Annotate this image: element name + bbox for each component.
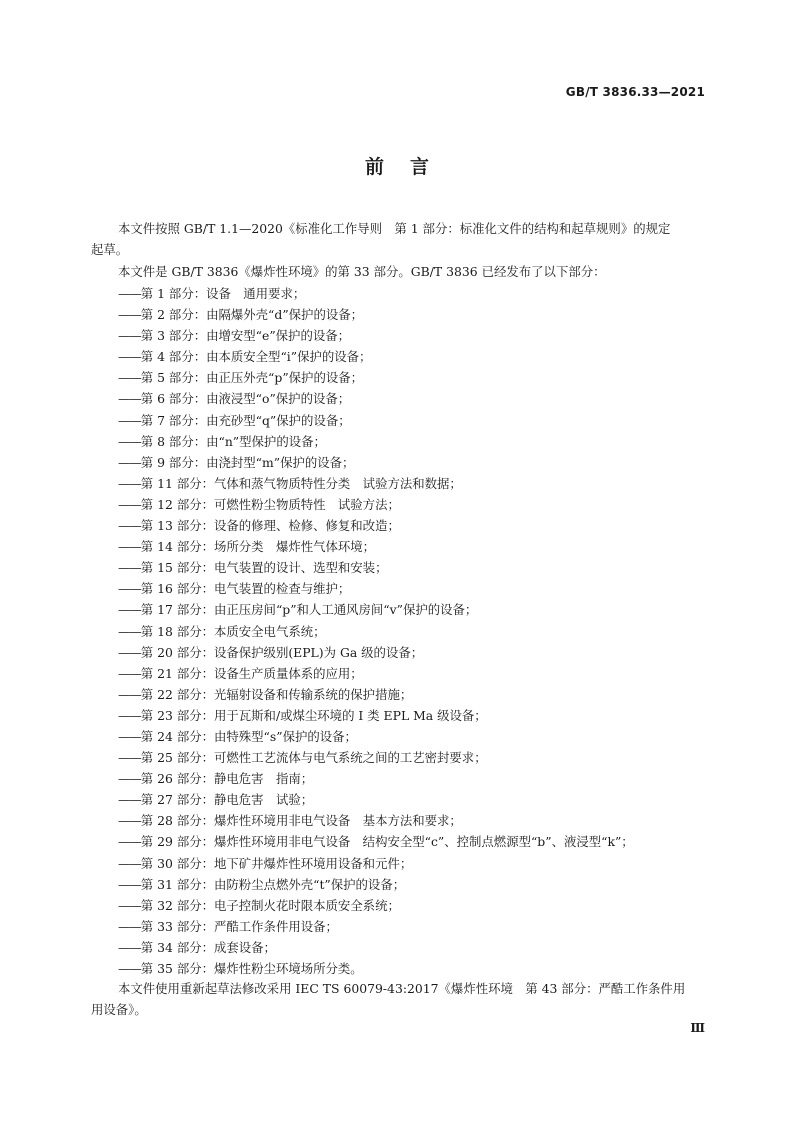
list-item bbox=[118, 578, 634, 599]
list-dash: —— bbox=[118, 855, 141, 871]
list-item-text: 第 30 部分：地下矿井爆炸性环境用设备和元件； bbox=[140, 855, 413, 871]
list-dash: —— bbox=[118, 665, 141, 681]
list-item bbox=[118, 621, 634, 642]
list-item bbox=[118, 958, 634, 979]
list-item bbox=[118, 642, 634, 663]
list-item-text: 第 8 部分：由“n”型保护的设备； bbox=[140, 433, 326, 449]
list-item-text: 第 1 部分：设备 通用要求； bbox=[140, 286, 306, 301]
list-item bbox=[118, 536, 634, 557]
list-item bbox=[118, 663, 634, 684]
list-item bbox=[118, 325, 634, 346]
list-item bbox=[118, 916, 634, 937]
list-item-text: 第 24 部分：由特殊型“s”保护的设备； bbox=[140, 728, 357, 744]
list-item-text: 第 32 部分：电子控制火花时限本质安全系统； bbox=[140, 897, 400, 913]
list-item bbox=[118, 768, 634, 789]
list-item-text: 第 21 部分：设备生产质量体系的应用； bbox=[140, 665, 363, 681]
intro-paragraph-1 bbox=[91, 218, 708, 260]
list-item bbox=[118, 853, 634, 874]
list-dash: —— bbox=[118, 475, 141, 491]
list-item-text: 第 22 部分：光辐射设备和传输系统的保护措施； bbox=[140, 686, 413, 702]
list-item-text: 第 16 部分：电气装置的检查与维护； bbox=[140, 581, 351, 597]
list-item bbox=[118, 452, 634, 473]
list-item-text: 第 7 部分：由充砂型“q”保护的设备； bbox=[140, 412, 351, 428]
list-item-text: 第 26 部分：静电危害 指南； bbox=[140, 771, 314, 787]
list-dash: —— bbox=[118, 623, 141, 639]
list-dash: —— bbox=[118, 496, 141, 512]
list-item-text: 第 15 部分：电气装置的设计、选型和安装； bbox=[140, 560, 388, 576]
list-item bbox=[118, 810, 634, 831]
list-dash: —— bbox=[118, 644, 141, 660]
list-item bbox=[118, 726, 634, 747]
list-item bbox=[118, 937, 634, 958]
list-item bbox=[118, 895, 634, 916]
list-item-text: 第 18 部分：本质安全电气系统； bbox=[140, 623, 326, 639]
list-item bbox=[118, 599, 634, 620]
list-item-text: 第 4 部分：由本质安全型“i”保护的设备； bbox=[140, 349, 372, 365]
list-dash: —— bbox=[118, 728, 141, 744]
list-item bbox=[118, 304, 634, 325]
standard-code: GB/T 3836.33—2021 bbox=[565, 85, 705, 99]
list-item-text: 第 12 部分：可燃性粉尘物质特性 试验方法； bbox=[140, 496, 400, 512]
list-item bbox=[118, 874, 634, 895]
list-dash: —— bbox=[118, 750, 141, 766]
closing-paragraph-line-2: 用设备》。 bbox=[91, 1002, 147, 1017]
parts-list bbox=[118, 283, 634, 979]
list-dash: —— bbox=[118, 897, 141, 913]
list-item bbox=[118, 515, 634, 536]
list-item-text: 第 17 部分：由正压房间“p”和人工通风房间“v”保护的设备； bbox=[140, 602, 478, 618]
list-item-text: 第 28 部分：爆炸性环境用非电气设备 基本方法和要求； bbox=[140, 813, 462, 829]
intro-paragraph-1-line-1: 本文件按照 GB/T 1.1—2020《标准化工作导则 第 1 部分：标准化文件的结构和起草规则》的规定 bbox=[118, 221, 671, 236]
intro-paragraph-2 bbox=[118, 261, 708, 282]
list-dash: —— bbox=[118, 391, 141, 407]
list-dash: —— bbox=[118, 286, 141, 301]
list-item-text: 第 29 部分：爆炸性环境用非电气设备 结构安全型“c”、控制点燃源型“b”、液浸型“k”； bbox=[140, 834, 634, 850]
list-item bbox=[118, 831, 634, 852]
list-item bbox=[118, 410, 634, 431]
list-dash: —— bbox=[118, 454, 141, 470]
list-item bbox=[118, 747, 634, 768]
closing-paragraph bbox=[91, 978, 708, 1020]
intro-paragraph-1-line-2: 起草。 bbox=[91, 242, 129, 257]
list-item-text: 第 20 部分：设备保护级别(EPL)为 Ga 级的设备； bbox=[140, 644, 424, 660]
list-item-text: 第 2 部分：由隔爆外壳“d”保护的设备； bbox=[140, 307, 364, 323]
list-item bbox=[118, 494, 634, 515]
page-number: Ⅲ bbox=[690, 1021, 705, 1035]
list-item bbox=[118, 473, 634, 494]
list-dash: —— bbox=[118, 433, 141, 449]
list-dash: —— bbox=[118, 686, 141, 702]
list-dash: —— bbox=[118, 412, 141, 428]
list-dash: —— bbox=[118, 876, 141, 892]
list-dash: —— bbox=[118, 813, 141, 829]
list-dash: —— bbox=[118, 792, 141, 808]
list-dash: —— bbox=[118, 370, 141, 386]
list-item bbox=[118, 557, 634, 578]
list-dash: —— bbox=[118, 707, 141, 723]
list-dash: —— bbox=[118, 961, 141, 976]
list-dash: —— bbox=[118, 602, 141, 618]
list-item-text: 第 34 部分：成套设备； bbox=[140, 939, 276, 955]
list-dash: —— bbox=[118, 539, 141, 555]
list-item-text: 第 9 部分：由浇封型“m”保护的设备； bbox=[140, 454, 355, 470]
list-dash: —— bbox=[118, 939, 141, 955]
list-item-text: 第 23 部分：用于瓦斯和/或煤尘环境的 Ⅰ 类 EPL Ma 级设备； bbox=[140, 707, 487, 723]
intro-paragraph-2-line-1: 本文件是 GB/T 3836《爆炸性环境》的第 33 部分。GB/T 3836 已经发布了以下部分： bbox=[118, 264, 606, 279]
list-item bbox=[118, 705, 634, 726]
list-item-text: 第 25 部分：可燃性工艺流体与电气系统之间的工艺密封要求； bbox=[140, 750, 487, 766]
list-dash: —— bbox=[118, 581, 141, 597]
list-dash: —— bbox=[118, 834, 141, 850]
list-dash: —— bbox=[118, 518, 141, 534]
list-dash: —— bbox=[118, 349, 141, 365]
list-item-text: 第 14 部分：场所分类 爆炸性气体环境； bbox=[140, 539, 376, 555]
list-item-text: 第 13 部分：设备的修理、检修、修复和改造； bbox=[140, 518, 400, 534]
list-dash: —— bbox=[118, 918, 141, 934]
list-item-text: 第 6 部分：由液浸型“o”保护的设备； bbox=[140, 391, 351, 407]
list-item-text: 第 33 部分：严酷工作条件用设备； bbox=[140, 918, 338, 934]
list-dash: —— bbox=[118, 560, 141, 576]
list-dash: —— bbox=[118, 328, 141, 344]
closing-paragraph-line-1: 本文件使用重新起草法修改采用 IEC TS 60079-43:2017《爆炸性环境 第 43 部分：严酷工作条件用 bbox=[118, 981, 686, 996]
list-item-text: 第 3 部分：由增安型“e”保护的设备； bbox=[140, 328, 351, 344]
list-dash: —— bbox=[118, 771, 141, 787]
list-item bbox=[118, 346, 634, 367]
list-item-text: 第 27 部分：静电危害 试验； bbox=[140, 792, 314, 808]
list-dash: —— bbox=[118, 307, 141, 323]
list-item bbox=[118, 789, 634, 810]
list-item-text: 第 5 部分：由正压外壳“p”保护的设备； bbox=[140, 370, 364, 386]
page-title: 前言 bbox=[364, 156, 455, 178]
list-item-text: 第 35 部分：爆炸性粉尘环境场所分类。 bbox=[140, 961, 363, 976]
list-item bbox=[118, 431, 634, 452]
list-item bbox=[118, 684, 634, 705]
list-item bbox=[118, 283, 634, 304]
list-item-text: 第 11 部分：气体和蒸气物质特性分类 试验方法和数据； bbox=[140, 475, 462, 491]
list-item bbox=[118, 388, 634, 409]
list-item-text: 第 31 部分：由防粉尘点燃外壳“t”保护的设备； bbox=[140, 876, 406, 892]
list-item bbox=[118, 367, 634, 388]
